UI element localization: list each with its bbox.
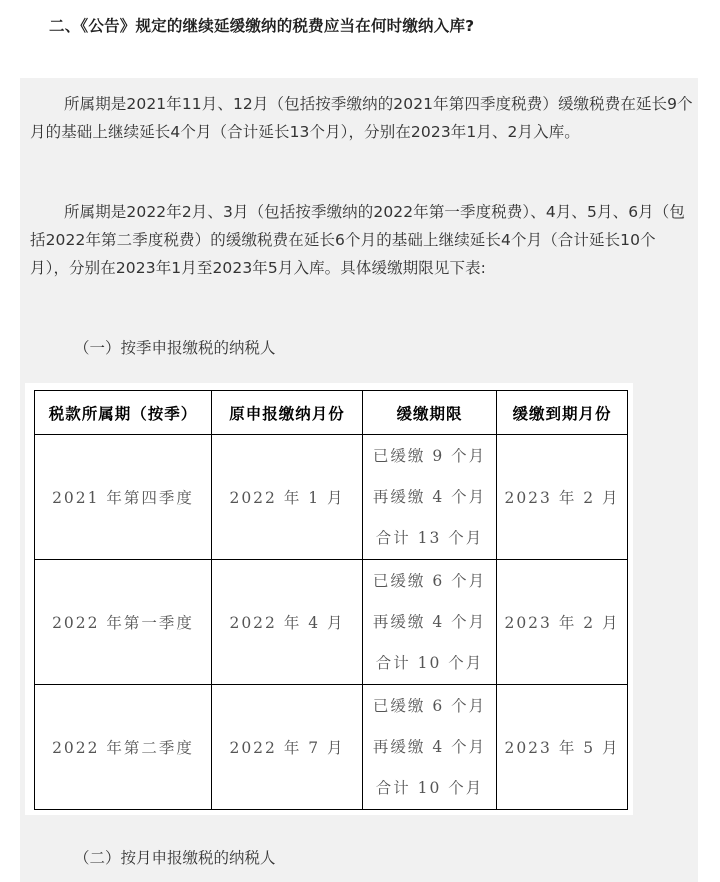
header-deferral: 缓缴期限: [363, 391, 497, 435]
cell-due-month: 2023 年 5 月: [497, 685, 628, 810]
paragraph-1: 所属期是2021年11月、12月（包括按季缴纳的2021年第四季度税费）缓缴税费在延长9个月的基础上继续延长4个月（合计延长13个月），分别在2023年1月、2月入库。: [30, 95, 693, 141]
deferral-done: 已缓缴 9 个月: [372, 446, 487, 465]
header-original-month: 原申报缴纳月份: [212, 391, 363, 435]
cell-deferral: [363, 685, 497, 810]
cell-period: 2022 年第二季度: [35, 685, 212, 810]
deferral-table: [34, 390, 628, 810]
deferral-total: 合计 10 个月: [375, 653, 484, 672]
table-image-frame: [25, 383, 633, 815]
deferral-extra: 再缓缴 4 个月: [372, 612, 487, 631]
deferral-total: 合计 13 个月: [375, 528, 484, 547]
deferral-total: 合计 10 个月: [375, 778, 484, 797]
cell-due-month: 2023 年 2 月: [497, 435, 628, 560]
header-period: 税款所属期（按季）: [35, 391, 212, 435]
table-row: [35, 560, 628, 685]
deferral-extra: 再缓缴 4 个月: [372, 737, 487, 756]
section-heading: 二、《公告》规定的继续延缓缴纳的税费应当在何时缴纳入库?: [49, 17, 475, 35]
table-row: [35, 435, 628, 560]
cell-deferral: [363, 560, 497, 685]
deferral-done: 已缓缴 6 个月: [372, 696, 487, 715]
cell-original-month: 2022 年 7 月: [212, 685, 363, 810]
subsection-monthly-title: （二）按月申报缴税的纳税人: [74, 849, 276, 867]
cell-original-month: 2022 年 4 月: [212, 560, 363, 685]
header-due-month: 缓缴到期月份: [497, 391, 628, 435]
cell-deferral: [363, 435, 497, 560]
cell-period: 2022 年第一季度: [35, 560, 212, 685]
deferral-extra: 再缓缴 4 个月: [372, 487, 487, 506]
subsection-quarterly-title: （一）按季申报缴税的纳税人: [74, 339, 276, 357]
cell-due-month: 2023 年 2 月: [497, 560, 628, 685]
paragraph-2: 所属期是2022年2月、3月（包括按季缴纳的2022年第一季度税费）、4月、5月、6月（包括2022年第二季度税费）的缓缴税费在延长6个月的基础上继续延长4个月（合计延长10个月），分别在2023年1月至2023年5月入库。具体缓缴期限见下表:: [30, 203, 685, 277]
table-header-row: [35, 391, 628, 435]
deferral-done: 已缓缴 6 个月: [372, 571, 487, 590]
cell-period: 2021 年第四季度: [35, 435, 212, 560]
table-row: [35, 685, 628, 810]
cell-original-month: 2022 年 1 月: [212, 435, 363, 560]
